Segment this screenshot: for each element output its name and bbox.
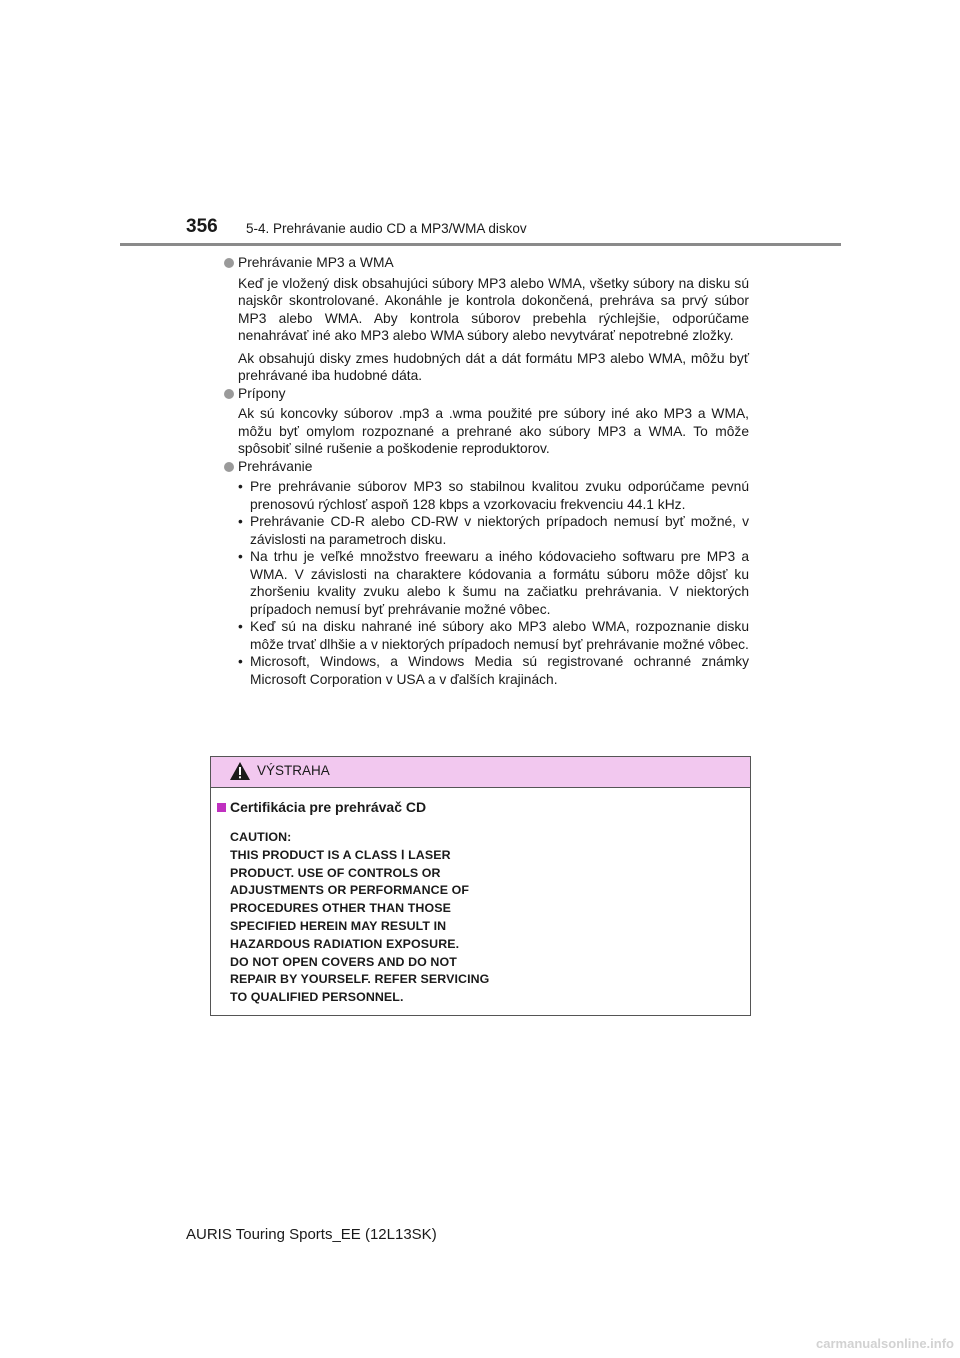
list-item: • Prehrávanie CD-R alebo CD-RW v niektorých prípadoch nemusí byť možné, v závislosti na parametroch disku.	[238, 514, 749, 547]
section-heading: Prehrávanie MP3 a WMA	[238, 255, 394, 270]
page-number: 356	[186, 216, 218, 237]
warning-box	[210, 756, 751, 1016]
watermark: carmanualsonline.info	[816, 1336, 954, 1351]
list-item: • Na trhu je veľké množstvo freewaru a iného kódovacieho softwaru pre MP3 a WMA. V závislosti na charaktere kódovania a formátu súboru môže dôjsť ku zhoršeniu kvality zvuku alebo k šumu na začiatku prehrávania. V niektorých prípadoch nemusí byť prehrávanie možné vôbec.	[238, 549, 749, 617]
certification-heading: Certifikácia pre prehrávač CD	[230, 799, 427, 815]
warning-header	[211, 757, 750, 788]
section-mp3-wma	[224, 254, 749, 385]
list-item: • Pre prehrávanie súborov MP3 so stabilnou kvalitou zvuku odporúčame pevnú prenosovú rýchlosť aspoň 128 kbps a vzorkovaciu frekvenciu 44.1 kHz.	[238, 479, 749, 512]
bullet-icon	[224, 389, 234, 399]
section-heading: Prípony	[238, 385, 286, 401]
bullet-icon	[224, 258, 234, 268]
warning-triangle-icon	[229, 761, 251, 781]
header-rule	[120, 243, 841, 246]
section-playback	[224, 458, 749, 689]
square-bullet-icon	[217, 803, 226, 812]
list-item: • Microsoft, Windows, a Windows Media sú registrované ochranné známky Microsoft Corporation v USA a v ďalších krajinách.	[238, 654, 749, 687]
paragraph: Ak obsahujú disky zmes hudobných dát a dát formátu MP3 alebo WMA, môžu byť prehrávané iba hudobné dáta.	[238, 350, 749, 383]
playback-list	[238, 478, 749, 688]
paragraph: Ak sú koncovky súborov .mp3 a .wma použité pre súbory iné ako MP3 a WMA, môžu byť omylom rozpoznané a prehrané ako súbory MP3 a WMA. To môže spôsobiť silné rušenie a poškodenie reproduktorov.	[238, 406, 749, 456]
section-heading: Prehrávanie	[238, 458, 313, 474]
list-item: • Keď sú na disku nahrané iné súbory ako MP3 alebo WMA, rozpoznanie disku môže trvať dlhšie a v niektorých prípadoch nemusí byť prehrávanie možné vôbec.	[238, 619, 749, 652]
bullet-icon	[224, 462, 234, 472]
section-extensions	[224, 385, 749, 458]
laser-caution-label: CAUTION: THIS PRODUCT IS A CLASS Ⅰ LASER PRODUCT. USE OF CONTROLS OR ADJUSTMENTS OR PERFORMANCE OF PROCEDURES OTHER THAN THOSE SPECIFIED HEREIN MAY RESULT IN HAZARDOUS RADIATION EXPOSURE. DO NOT OPEN COVERS AND DO NOT REPAIR BY YOURSELF. REFER SERVICING TO QUALIFIED PERSONNEL.	[230, 830, 490, 1005]
main-content	[224, 254, 749, 688]
page-footer: AURIS Touring Sports_EE (12L13SK)	[186, 1226, 437, 1243]
warning-title: VÝSTRAHA	[257, 763, 330, 778]
page-header	[186, 216, 766, 246]
paragraph: Keď je vložený disk obsahujúci súbory MP3 alebo WMA, všetky súbory na disku sú najskôr skontrolované. Akonáhle je kontrola dokončená, prehráva sa prvý súbor MP3 alebo WMA. Aby kontrola súborov prebehla rýchlejšie, odporúčame nenahrávať iné ako MP3 alebo WMA súbory alebo nevytvárať nepotrebné zložky.	[238, 275, 749, 343]
section-title: 5-4. Prehrávanie audio CD a MP3/WMA diskov	[246, 221, 527, 236]
